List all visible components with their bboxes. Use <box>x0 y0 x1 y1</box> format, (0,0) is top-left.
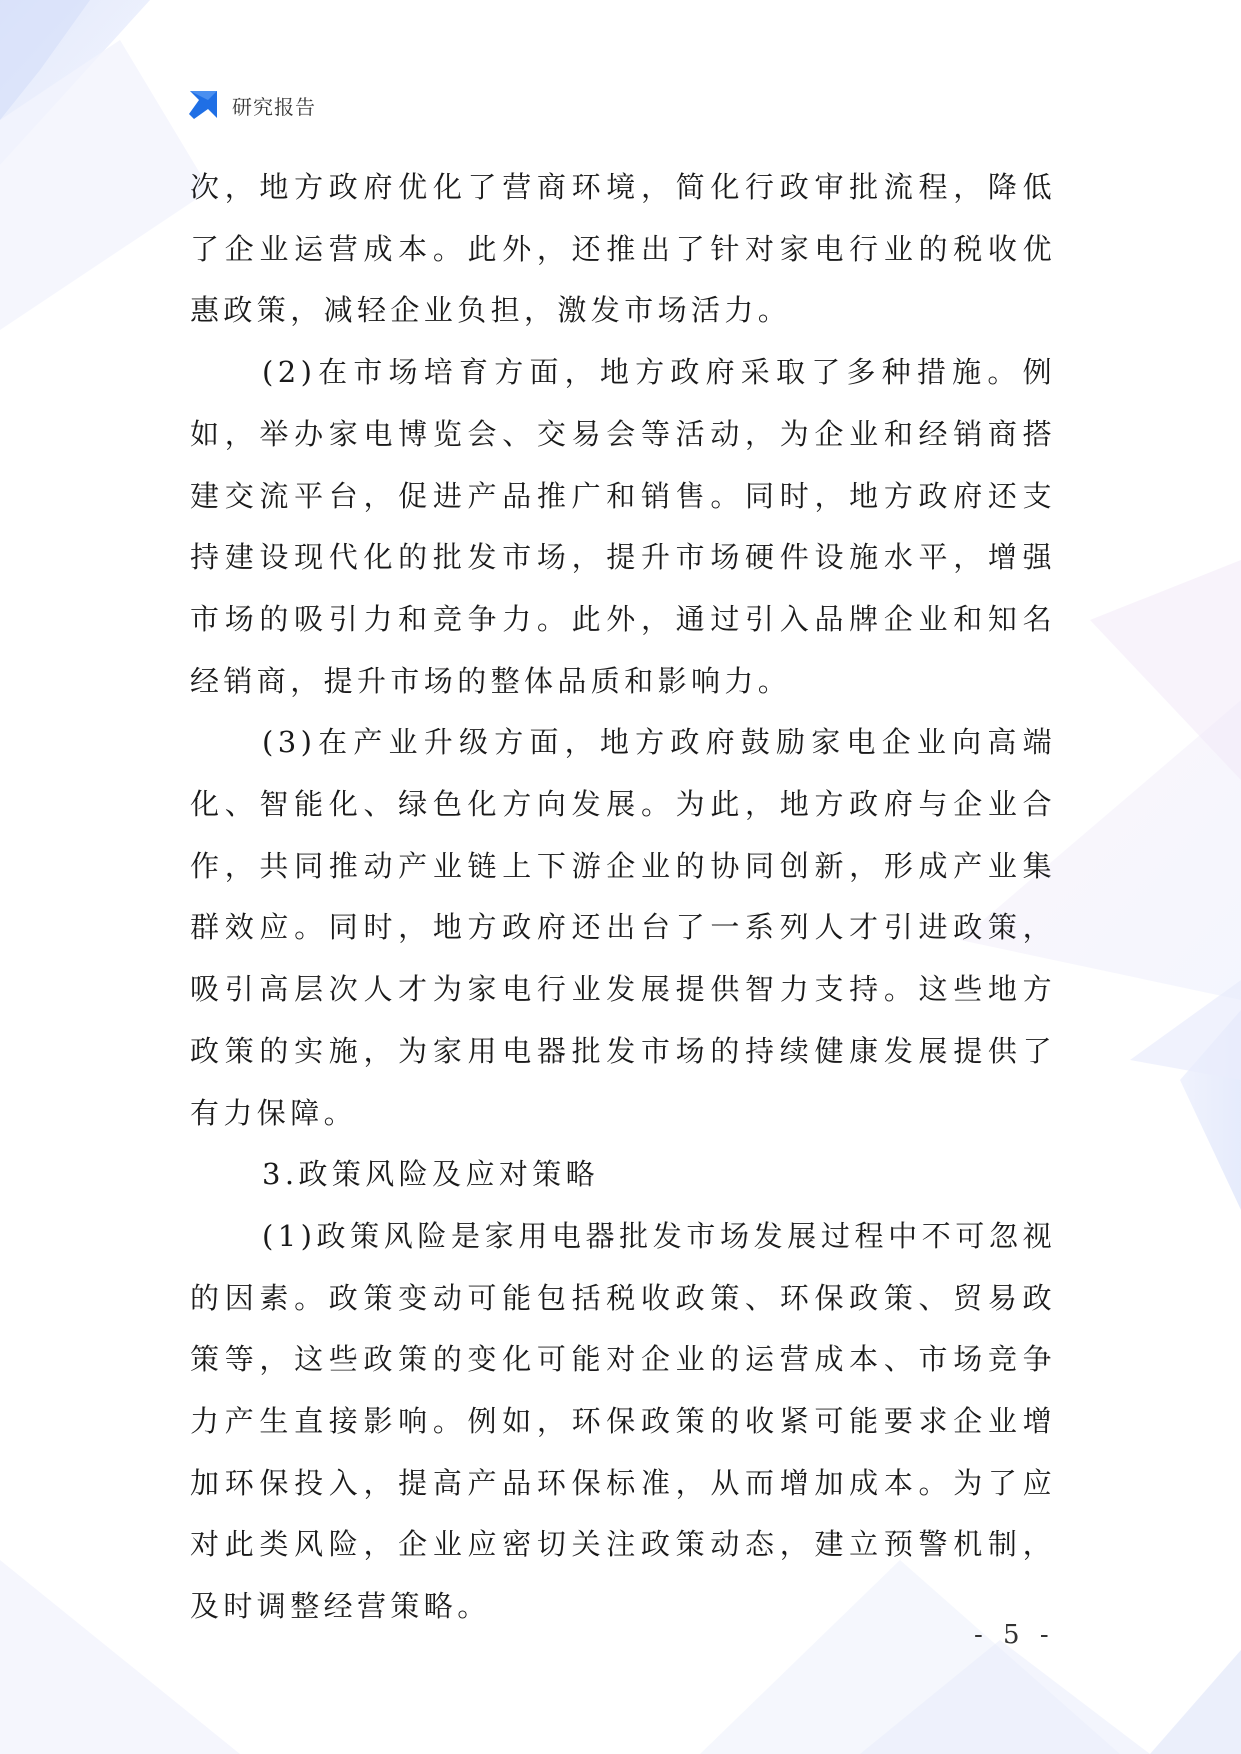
paragraph-policy-risk: (1)政策风险是家用电器批发市场发展过程中不可忽视的因素。政策变动可能包括税收政策、环保政策、贸易政策等，这些政策的变化可能对企业的运营成本、市场竞争力产生直接影响。例如，环保政策的收紧可能要求企业增加环保投入，提高产品环保标准，从而增加成本。为了应对此类风险，企业应密切关注政策动态，建立预警机制，及时调整经营策略。 <box>190 1218 1056 1624</box>
paragraph-industry-upgrade: (3)在产业升级方面，地方政府鼓励家电企业向高端化、智能化、绿色化方向发展。为此，地方政府与企业合作，共同推动产业链上下游企业的协同创新，形成产业集群效应。同时，地方政府还出台了一系列人才引进政策，吸引高层次人才为家电行业发展提供智力支持。这些地方政策的实施，为家用电器批发市场的持续健康发展提供了有力保障。 <box>190 725 1056 1130</box>
report-header <box>186 88 316 122</box>
page-number: - 5 - <box>974 1620 1055 1650</box>
paragraph-market-cultivation: (2)在市场培育方面，地方政府采取了多种措施。例如，举办家电博览会、交易会等活动，为企业和经销商搭建交流平台，促进产品推广和销售。同时，地方政府还支持建设现代化的批发市场，提升市场硬件设施水平，增强市场的吸引力和竞争力。此外，通过引入品牌企业和知名经销商，提升市场的整体品质和影响力。 <box>190 355 1056 698</box>
section-heading-policy-risk: 3.政策风险及应对策略 <box>262 1157 600 1192</box>
paragraph-continued: 次，地方政府优化了营商环境，简化行政审批流程，降低了企业运营成本。此外，还推出了针对家电行业的税收优惠政策，减轻企业负担，激发市场活力。 <box>190 170 1056 328</box>
document-body <box>190 157 1056 1638</box>
report-header-title: 研究报告 <box>232 94 316 119</box>
arrow-up-right-icon <box>186 88 220 122</box>
